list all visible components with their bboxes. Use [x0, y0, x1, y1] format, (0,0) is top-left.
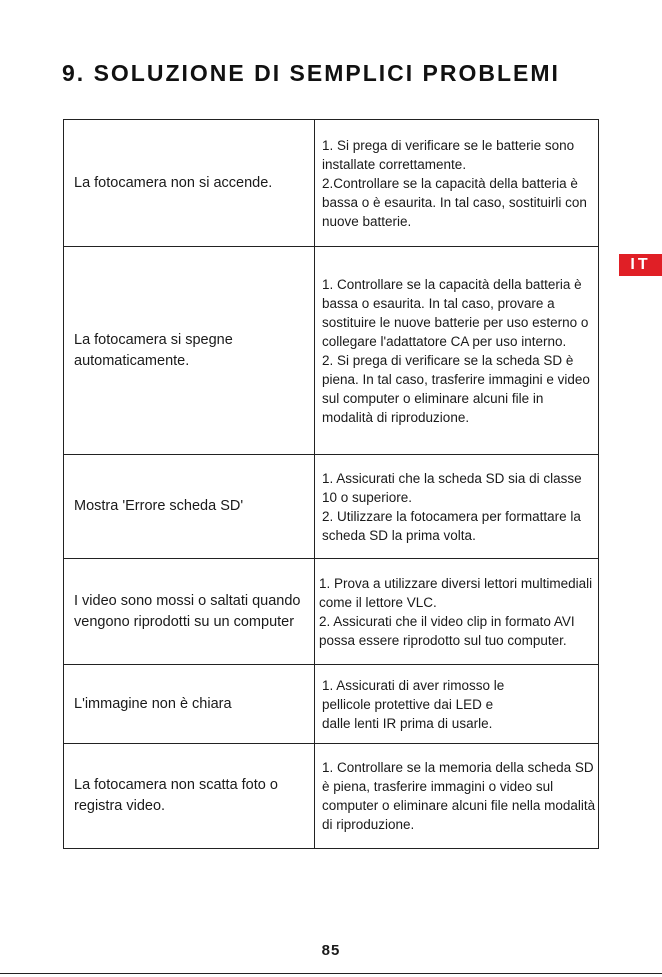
- solution-cell: [315, 455, 599, 559]
- table-row: [64, 744, 599, 849]
- solution-step: 1. Si prega di verificare se le batterie sono installate correttamente.: [322, 137, 575, 172]
- solution-step: 1. Prova a utilizzare diversi lettori multimediali come il lettore VLC.: [319, 575, 593, 610]
- solution-cell: [315, 665, 599, 744]
- solution-cell: [315, 120, 599, 247]
- solution-cell: [315, 744, 599, 849]
- language-tab: IT: [619, 254, 662, 276]
- troubleshooting-table: [63, 119, 599, 849]
- problem-cell: Mostra 'Errore scheda SD': [64, 455, 315, 559]
- solution-step: 2. Si prega di verificare se la scheda SD è piena. In tal caso, trasferire immagini e video sul computer o eliminare alcuni file in modalità di riproduzione.: [322, 352, 590, 425]
- solution-step: 1. Controllare se la capacità della batteria è bassa o esaurita. In tal caso, provare a sostituire le nuove batterie per uso esterno o collegare l'adattatore CA per uso interno.: [322, 276, 589, 349]
- page-title: 9. SOLUZIONE DI SEMPLICI PROBLEMI: [62, 60, 560, 86]
- bottom-divider: [0, 973, 662, 974]
- table-row: [64, 120, 599, 247]
- problem-cell: La fotocamera non si accende.: [64, 120, 315, 247]
- problem-cell: La fotocamera si spegne automaticamente.: [64, 247, 315, 455]
- solution-step: 1. Assicurati che la scheda SD sia di classe 10 o superiore.: [322, 470, 582, 505]
- solution-step: 2. Utilizzare la fotocamera per formattare la scheda SD la prima volta.: [322, 508, 581, 543]
- solution-cell: [315, 559, 599, 665]
- table-row: [64, 455, 599, 559]
- problem-cell: I video sono mossi o saltati quando vengono riprodotti su un computer: [64, 559, 315, 665]
- solution-step: 1. Controllare se la memoria della scheda SD è piena, trasferire immagini o video sul computer o eliminare alcuni file nella modalità di riproduzione.: [322, 760, 596, 832]
- problem-cell: L'immagine non è chiara: [64, 665, 315, 744]
- solution-step: 1. Assicurati di aver rimosso le pellicole protettive dai LED e dalle lenti IR prima di usarle.: [322, 677, 505, 731]
- table-row: [64, 559, 599, 665]
- table-row: [64, 665, 599, 744]
- solution-step: 2.Controllare se la capacità della batteria è bassa o è esaurita. In tal caso, sostituirli con nuove batterie.: [322, 175, 587, 229]
- problem-cell: La fotocamera non scatta foto o registra video.: [64, 744, 315, 849]
- solution-cell: [315, 247, 599, 455]
- solution-step: 2. Assicurati che il video clip in formato AVI possa essere riprodotto sul tuo computer.: [319, 613, 575, 648]
- page-number: 85: [321, 942, 341, 959]
- table-row: [64, 247, 599, 455]
